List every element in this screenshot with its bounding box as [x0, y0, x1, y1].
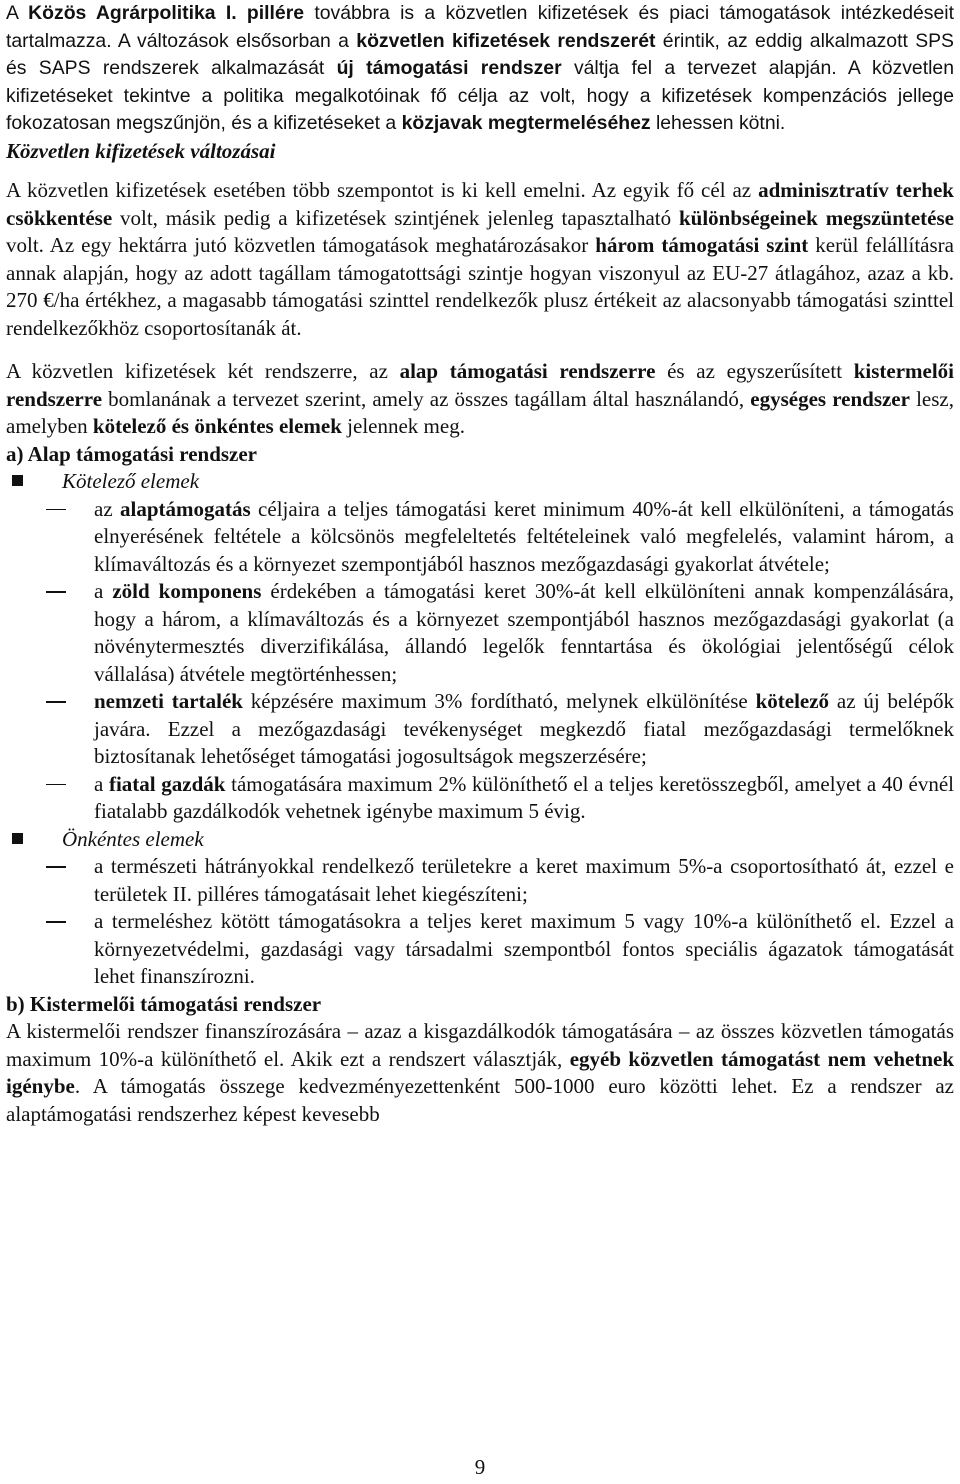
mandatory-item — [6, 496, 954, 579]
square-bullet-icon — [12, 833, 23, 844]
body-bold: kötelező és önkéntes elemek — [92, 414, 342, 438]
item-text: az új belépők javára. Ezzel a mezőgazdasági tevékenységet megkezdő fiatal mezőgazdasági termelőknek biztosítanak lehetőséget támogatási jogosultságok megszerzésére; — [94, 689, 955, 768]
intro-paragraph — [6, 0, 954, 138]
body-bold: kistermelői rendszerre — [6, 359, 955, 411]
intro-bold: új támogatási rendszer — [336, 57, 562, 79]
item-text: támogatására maximum 2% különíthető el a teljes keretösszegből, amelyet a 40 évnél fiatalabb gazdálkodók vehetnek igénybe maximum 5 évig. — [94, 771, 954, 823]
item-text: az — [94, 496, 121, 521]
mandatory-item — [6, 578, 954, 688]
item-text: céljaira a teljes támogatási keret minimum 40%-át kell elkülöníteni, a támogatás elnyerésének feltétele a kölcsönös megfeleltetés feltételeinek való megfelelés, valamint három, a klímaváltozás és a környezet szempontjából hasznos mezőgazdasági gyakorlat átvétele; — [94, 496, 954, 576]
dash-icon — [46, 701, 66, 703]
body-text: A közvetlen kifizetések két rendszerre, az — [6, 359, 400, 383]
intro-text: továbbra is a közvetlen kifizetések és piaci támogatások intézkedéseit tartalmazza. A változások elsősorban a — [6, 2, 954, 52]
mandatory-item — [6, 688, 954, 771]
body-text: lesz, amelyben — [6, 386, 954, 438]
intro-text: lehessen kötni. — [650, 112, 786, 134]
intro-bold: közvetlen kifizetések rendszerét — [356, 29, 656, 52]
body-text: volt. Az egy hektárra jutó közvetlen támogatások meghatározásakor — [6, 233, 596, 257]
item-text: érdekében a támogatási keret 30%-át kell elkülöníteni annak kompenzálására, hogy a három, a klímaváltozás és a környezet szempontjából hasznos mezőgazdasági gyakorlat (a növénytermesztés diverzifikálása, állandó legelők fenntartása és ökológiai jelentőségű célok vállalása) átvétele megtörténhessen; — [94, 579, 954, 686]
dash-icon — [46, 784, 66, 786]
page-number: 9 — [474, 1455, 486, 1479]
direct-payments-paragraph-1 — [6, 177, 954, 342]
mandatory-elements-label: Kötelező elemek — [62, 469, 200, 493]
section-b-paragraph — [6, 1018, 954, 1128]
item-text: a — [94, 579, 113, 603]
item-text: a természeti hátrányokkal rendelkező területekre a keret maximum 5%-a csoportosítható át, ezzel e területek II. pilléres támogatásait lehet kiegészíteni; — [94, 854, 954, 906]
dash-icon — [46, 509, 66, 511]
direct-payments-paragraph-2 — [6, 358, 954, 441]
voluntary-item — [6, 853, 954, 908]
body-text: és az egyszerűsített — [655, 359, 854, 383]
body-text: A kistermelői rendszer finanszírozására – azaz a kisgazdálkodók támogatására – az összes közvetlen támogatás maximum 10%-a különíthető el. Akik ezt a rendszert választják, — [6, 1019, 954, 1071]
body-text: volt, másik pedig a kifizetések szintjének jelenleg tapasztalható — [112, 205, 679, 230]
body-bold: egységes rendszer — [750, 386, 910, 411]
voluntary-item — [6, 908, 954, 991]
item-text: képzésére maximum 3% fordítható, melynek elkülönítése — [242, 689, 756, 713]
intro-bold: Közös Agrárpolitika I. pillére — [28, 2, 305, 24]
body-bold: három támogatási szint — [595, 233, 809, 257]
body-bold: adminisztratív terhek csökkentése — [6, 178, 954, 230]
intro-bold: közjavak megtermeléséhez — [401, 112, 651, 134]
item-bold: kötelező — [755, 689, 830, 713]
item-bold: alaptámogatás — [120, 496, 251, 521]
body-bold: alap támogatási rendszerre — [399, 359, 656, 383]
item-text: a — [94, 771, 109, 796]
mandatory-elements-bullet — [6, 468, 954, 496]
body-text: jelennek meg. — [341, 414, 465, 438]
direct-payments-heading: Közvetlen kifizetések változásai — [6, 138, 276, 163]
body-text: A közvetlen kifizetések esetében több szempontot is ki kell emelni. Az egyik fő cél az — [6, 178, 759, 202]
dash-icon — [46, 921, 66, 923]
intro-text: érintik, az eddig alkalmazott SPS és SAPS rendszerek alkalmazását — [6, 29, 954, 79]
document-page — [6, 0, 954, 1128]
body-text: . A támogatás összege kedvezményezettenként 500-1000 euro közötti lehet. Ez a rendszer az alaptámogatási rendszerhez képest kevesebb — [6, 1074, 954, 1126]
item-text: a termeléshez kötött támogatásokra a teljes keret maximum 5 vagy 10%-a különíthető el. Ezzel a környezetvédelmi, gazdasági vagy társadalmi szempontból fontos speciális ágazatok támogatását lehet finanszírozni. — [94, 909, 954, 988]
body-bold: egyéb közvetlen támogatást nem vehetnek igénybe — [6, 1046, 954, 1098]
voluntary-elements-bullet — [6, 826, 954, 854]
voluntary-elements-label: Önkéntes elemek — [62, 826, 204, 851]
square-bullet-icon — [12, 475, 23, 486]
dash-icon — [46, 591, 66, 593]
section-a-title: a) Alap támogatási rendszer — [6, 441, 258, 466]
intro-text: A — [6, 2, 29, 24]
mandatory-item — [6, 771, 954, 826]
section-b-title: b) Kistermelői támogatási rendszer — [6, 991, 322, 1016]
intro-text: váltja fel a tervezet alapján. A közvetlen kifizetéseket tekintve a politika megalkotóinak fő célja az volt, hogy a kifizetések kompenzációs jellege fokozatosan megszűnjön, és a kifizetéseket a — [6, 57, 954, 134]
item-bold: zöld komponens — [112, 579, 262, 603]
body-text: kerül felállításra annak alapján, hogy az adott tagállam támogatottsági szintje hogyan viszonyul az EU-27 átlagához, azaz a kb. 270 €/ha értékhez, a magasabb támogatási szinttel rendelkezők plusz értékeit az alacsonyabb támogatási szinttel rendelkezőkhöz csoportosítanák át. — [6, 233, 954, 340]
dash-icon — [46, 866, 66, 868]
body-text: bomlanának a tervezet szerint, amely az összes tagállam által használandó, — [102, 386, 751, 411]
body-bold: különbségeinek megszüntetése — [678, 205, 954, 230]
item-bold: fiatal gazdák — [108, 771, 226, 796]
item-bold: nemzeti tartalék — [94, 689, 243, 713]
